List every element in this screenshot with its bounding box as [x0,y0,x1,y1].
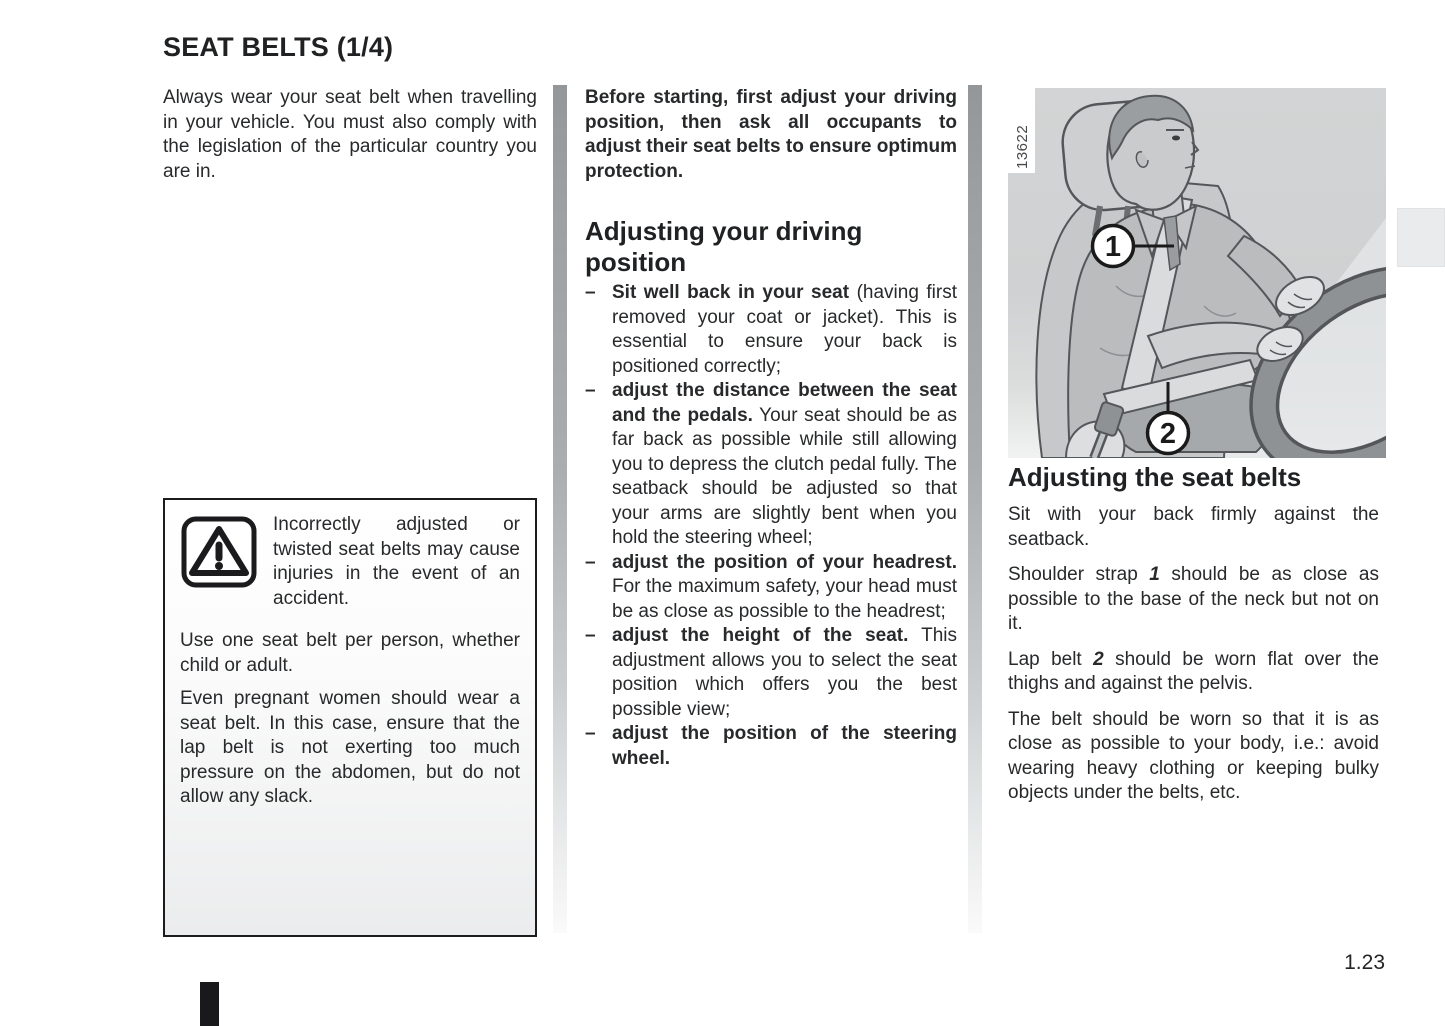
list-item: – adjust the position of your headrest. For the maximum safety, your head must be as close as possible to the headrest; [585,551,957,625]
intro-paragraph: Always wear your seat belt when travelling in your vehicle. You must also comply with the legislation of the particular country you are in. [163,87,537,182]
warning-triangle-icon [180,513,260,620]
column-separator-left [553,85,567,933]
bullet-dash: – [585,723,596,744]
list-item: – adjust the position of the steering wheel. [585,722,957,771]
bullet-dash: – [585,625,596,646]
chapter-side-tab [1397,208,1445,267]
lead-paragraph: Before starting, first adjust your driving position, then ask all occupants to adjust their seat belts to ensure optimum protection. [585,87,957,182]
middle-column [585,86,957,771]
callout-1-label: 1 [1104,231,1122,263]
bullet-dash: – [585,551,596,573]
bullet-list [585,281,957,771]
section-heading-driving-position: Adjusting your driving position [585,216,863,277]
paragraph: The belt should be worn so that it is as close as possible to your body, i.e.: avoid wearing heavy clothing or keeping bulky objects under the belts, etc. [1008,708,1379,803]
page-title: SEAT BELTS (1/4) [163,32,394,62]
right-column [1008,503,1379,817]
chapter-bottom-tab [200,982,219,1026]
left-column [163,86,537,184]
bullet-dash: – [585,282,596,303]
warning-paragraph: Use one seat belt per person, whether child or adult. [180,630,520,676]
column-separator-right [968,85,982,933]
list-item: – adjust the height of the seat. This adjustment allows you to select the seat position which offers you the best possible view; [585,624,957,722]
list-item: – Sit well back in your seat (having first removed your coat or jacket). This is essential to ensure your back is positioned correctly; [585,281,957,379]
seatbelt-illustration [1008,88,1386,458]
section-heading-seat-belts: Adjusting the seat belts [1008,462,1302,492]
bullet-dash: – [585,380,596,401]
callout-2-label: 2 [1159,418,1177,450]
warning-paragraph: Incorrectly adjusted or twisted seat belts may cause injuries in the event of an accident. [273,514,520,609]
warning-box [163,498,537,937]
paragraph: Sit with your back firmly against the seatback. [1008,504,1379,550]
figure-ref-number: 13622 [1014,124,1031,169]
list-item: – adjust the distance between the seat and the pedals. Your seat should be as far back as possible while still allowing you to depress the clutch pedal fully. The seatback should be adjusted so that your arms are slightly bent when you hold the steering wheel; [585,379,957,551]
page-number: 1.23 [1344,951,1385,974]
warning-row [180,513,520,620]
warning-paragraph: Even pregnant women should wear a seat belt. In this case, ensure that the lap belt is not exerting too much pressure on the abdomen, but do not allow any slack. [180,688,520,807]
paragraph: Lap belt 2 should be worn flat over the thighs and against the pelvis. [1008,648,1379,694]
paragraph: Shoulder strap 1 should be as close as possible to the base of the neck but not on it. [1008,564,1379,634]
